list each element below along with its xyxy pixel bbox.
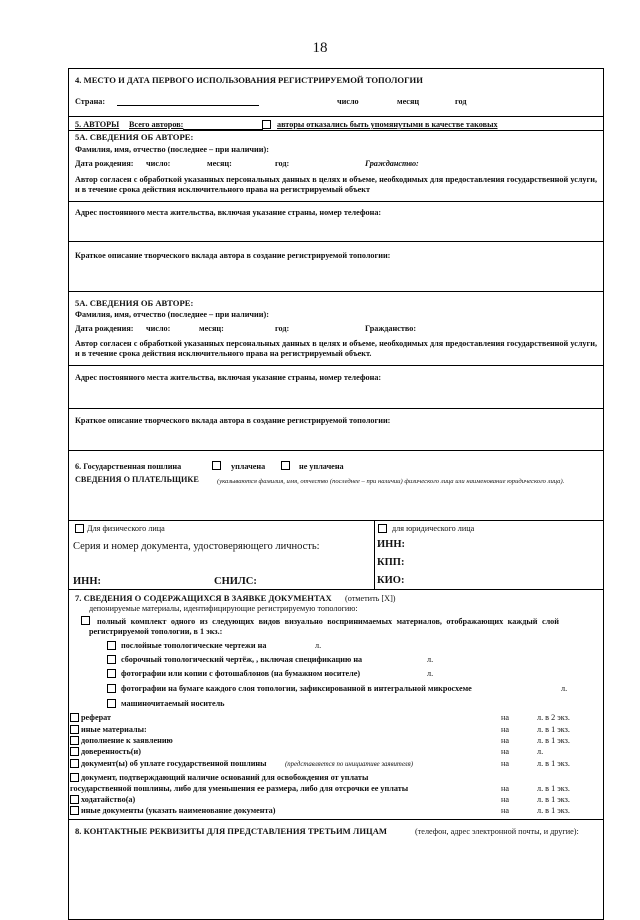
legal-entity-checkbox[interactable] (378, 524, 387, 533)
section-7-title: 7. СВЕДЕНИЯ О СОДЕРЖАЩИХСЯ В ЗАЯВКЕ ДОКУМЕНТАХ (75, 593, 332, 603)
author2-consent: Автор согласен с обработкой указанных персональных данных в целях и объеме, необходимых для предоставления государственной услуги, и в течение срока действия исключительного права на регистрируемый объект. (75, 339, 597, 358)
individual-checkbox[interactable] (75, 524, 84, 533)
deposit-item-label: послойные топологические чертежи на (121, 641, 267, 650)
author1-title: 5А. СВЕДЕНИЯ ОБ АВТОРЕ: (75, 132, 194, 142)
payer-note: (указываются фамилия, имя, отчество (последнее – при наличии) физического лица или наименование юридического лица). (217, 478, 565, 485)
legal-entity-label: для юридического лица (392, 524, 475, 533)
deposit-item-label: фотографии на бумаге каждого слоя топологии, зафиксированной в интегральной микросхеме (121, 684, 472, 693)
document-qty: л. (537, 747, 544, 756)
authors-refused-checkbox[interactable] (262, 120, 271, 129)
section-8-note-a (415, 827, 579, 837)
deposit-item-suffix: л. (315, 641, 322, 650)
deposit-item-suffix: л. (427, 655, 434, 664)
s4-day: число (337, 97, 359, 106)
divider (69, 130, 603, 131)
fee-not-paid-checkbox[interactable] (281, 461, 290, 470)
author2-address-label: Адрес постоянного места жительства, включая указание страны, номер телефона: (75, 373, 382, 382)
document-qty: л. в 1 экз. (537, 725, 570, 734)
other-docs-na: на (501, 806, 510, 815)
divider (69, 589, 603, 590)
document-checkbox[interactable] (70, 747, 79, 756)
divider (69, 201, 603, 202)
s4-month: месяц (397, 97, 420, 106)
divider (69, 819, 603, 820)
section-8-note: (телефон, адрес электронной почты, и другие): (415, 827, 579, 836)
document-na: на (501, 736, 510, 745)
divider (374, 520, 375, 589)
document-qty: л. в 2 экз. (537, 713, 570, 722)
divider (69, 116, 603, 117)
deposit-item-checkbox[interactable] (107, 669, 116, 678)
snils-label: СНИЛС: (214, 576, 257, 587)
author1-citizenship: Гражданство: (365, 159, 419, 168)
document-qty: л. в 1 экз. (537, 759, 570, 768)
inn-label: ИНН: (73, 576, 101, 587)
individual-label: Для физического лица (87, 524, 165, 533)
document-label: дополнение к заявлению (81, 736, 173, 745)
s4-year: год (455, 97, 467, 106)
divider (69, 365, 603, 366)
other-docs-label: иные документы (указать наименование документа) (81, 806, 276, 815)
kpp-label: КПП: (377, 557, 405, 568)
petition-na: на (501, 795, 510, 804)
deposit-item-suffix: л. (561, 684, 568, 693)
country-field[interactable] (117, 105, 259, 106)
deposit-item-suffix: л. (427, 669, 434, 678)
divider (69, 450, 603, 451)
author2-citizenship: Гражданство: (365, 324, 417, 333)
deposit-item-checkbox[interactable] (107, 655, 116, 664)
exempt-label-2: государственной пошлины, либо для уменьшения ее размера, либо для отсрочки ее уплаты (70, 784, 409, 793)
deposit-item-label: машиночитаемый носитель (121, 699, 225, 708)
author1-day: число: (146, 159, 171, 168)
fee-paid-checkbox[interactable] (212, 461, 221, 470)
author1-year: год: (275, 159, 290, 168)
document-label: документ(ы) об уплате государственной пошлины (81, 759, 267, 768)
document-label: иные материалы: (81, 725, 147, 734)
author1-birth-label: Дата рождения: (75, 159, 134, 168)
document-na: на (501, 725, 510, 734)
deposit-item-label: фотографии или копии с фотошаблонов (на бумажном носителе) (121, 669, 361, 678)
divider (69, 291, 603, 292)
deposit-item-checkbox[interactable] (107, 699, 116, 708)
deposit-item-checkbox[interactable] (107, 641, 116, 650)
divider (69, 520, 603, 521)
registration-form (68, 68, 604, 920)
document-na: на (501, 747, 510, 756)
authors-refused-label: авторы отказались быть упомянутыми в качестве таковых (277, 120, 498, 129)
author2-month: месяц: (199, 324, 224, 333)
payer-title: СВЕДЕНИЯ О ПЛАТЕЛЬЩИКЕ (75, 475, 199, 484)
id-document-label: Серия и номер документа, удостоверяющего личность: (73, 541, 320, 552)
other-docs-qty: л. в 1 экз. (537, 806, 570, 815)
deposit-item-label: сборочный топологический чертёж, , включая спецификацию на (121, 655, 363, 664)
section-6-title: 6. Государственная пошлина (75, 462, 182, 471)
deposit-label: депонируемые материалы, идентифицирующие регистрируемую топологию: (89, 604, 358, 613)
petition-label: ходатайство(а) (81, 795, 136, 804)
legal-inn-label: ИНН: (377, 539, 405, 550)
author1-contribution-label: Краткое описание творческого вклада автора в создание регистрируемой топологии: (75, 251, 391, 260)
exempt-na: на (501, 784, 510, 793)
document-checkbox[interactable] (70, 725, 79, 734)
section-8-title: 8. КОНТАКТНЫЕ РЕКВИЗИТЫ ДЛЯ ПРЕДСТАВЛЕНИЯ ТРЕТЬИМ ЛИЦАМ (75, 826, 388, 836)
document-checkbox[interactable] (70, 736, 79, 745)
country-label: Страна: (75, 97, 106, 106)
document-checkbox[interactable] (70, 759, 79, 768)
other-docs-checkbox[interactable] (70, 806, 79, 815)
author1-name-label: Фамилия, имя, отчество (последнее – при наличии): (75, 145, 269, 154)
petition-checkbox[interactable] (70, 795, 79, 804)
document-label: доверенность(и) (81, 747, 141, 756)
document-na: на (501, 759, 510, 768)
divider (69, 241, 603, 242)
author1-month: месяц: (207, 159, 232, 168)
author2-year: год: (275, 324, 290, 333)
fee-paid-label: уплачена (231, 462, 266, 471)
author2-title: 5А. СВЕДЕНИЯ ОБ АВТОРЕ: (75, 298, 194, 308)
deposit-item-checkbox[interactable] (107, 684, 116, 693)
author1-consent: Автор согласен с обработкой указанных персональных данных в целях и объеме, необходимых для предоставления государственной услуги, и в течение срока действия исключительного права на регистрируемый объект (75, 175, 597, 194)
author2-day: число: (146, 324, 171, 333)
document-na: на (501, 713, 510, 722)
document-note: (представляется по инициативе заявителя) (285, 761, 414, 768)
exempt-label: документ, подтверждающий наличие оснований для освобождения от уплаты (81, 773, 369, 782)
full-set-label: полный комплект одного из следующих видов визуально воспринимаемых материалов, отображающих каждый слой регистрируемой топологии, в 1 экз.: (89, 617, 559, 636)
author2-name-label: Фамилия, имя, отчество (последнее – при наличии): (75, 310, 269, 319)
author2-birth-label: Дата рождения: (75, 324, 134, 333)
document-label: реферат (81, 713, 112, 722)
page-number: 18 (312, 40, 328, 56)
petition-qty: л. в 1 экз. (537, 795, 570, 804)
total-authors-label: Всего авторов: (129, 120, 184, 129)
fee-not-paid-label: не уплачена (299, 462, 344, 471)
exempt-qty: л. в 1 экз. (537, 784, 570, 793)
author1-address-label: Адрес постоянного места жительства, включая указание страны, номер телефона: (75, 208, 382, 217)
section-7-mark: (отметить [X]) (345, 594, 396, 603)
document-qty: л. в 1 экз. (537, 736, 570, 745)
document-checkbox[interactable] (70, 713, 79, 722)
section-5-title: 5. АВТОРЫ (75, 120, 120, 129)
exempt-checkbox[interactable] (70, 773, 79, 782)
section-4-title: 4. МЕСТО И ДАТА ПЕРВОГО ИСПОЛЬЗОВАНИЯ РЕГИСТРИРУЕМОЙ ТОПОЛОГИИ (75, 75, 423, 85)
kio-label: КИО: (377, 575, 405, 586)
divider (69, 408, 603, 409)
author2-contribution-label: Краткое описание творческого вклада автора в создание регистрируемой топологии: (75, 416, 391, 425)
